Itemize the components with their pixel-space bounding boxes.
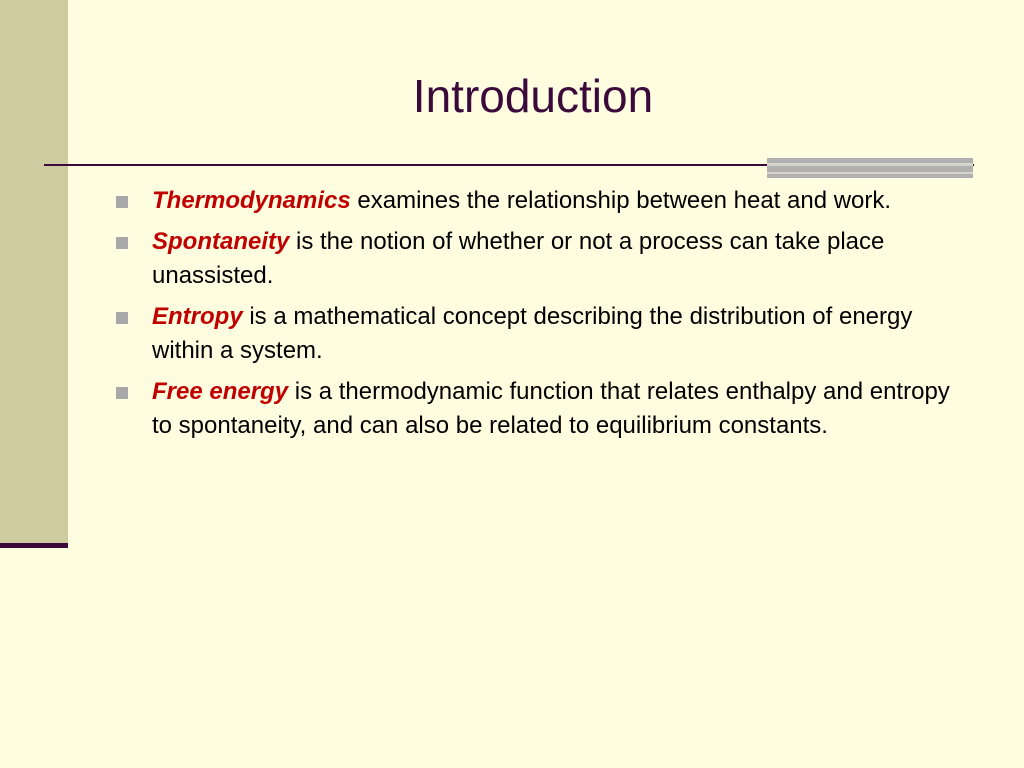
- bullet-text: examines the relationship between heat and work.: [350, 187, 892, 214]
- bullet-term: Entropy: [152, 303, 243, 330]
- bullet-text: is the notion of whether or not a process can take place unassisted.: [152, 228, 885, 289]
- square-bullet-icon: [116, 237, 128, 249]
- bullet-text: is a thermodynamic function that relates enthalpy and entropy to spontaneity, and can also be related to equilibrium constants.: [152, 378, 950, 439]
- bullet-term: Spontaneity: [152, 228, 290, 255]
- bullet-text: is a mathematical concept describing the distribution of energy within a system.: [152, 303, 913, 364]
- square-bullet-icon: [116, 387, 128, 399]
- left-band-underline: [0, 543, 68, 548]
- bullet-item: [113, 225, 973, 293]
- left-decorative-band: [0, 0, 68, 546]
- square-bullet-icon: [116, 196, 128, 208]
- bullet-list: [113, 184, 973, 450]
- bullet-item: [113, 375, 973, 443]
- bullet-item: [113, 184, 973, 218]
- title-accent-bar: [767, 158, 973, 178]
- bullet-item: [113, 300, 973, 368]
- bullet-term: Thermodynamics: [152, 187, 351, 214]
- square-bullet-icon: [116, 312, 128, 324]
- slide-title: Introduction: [412, 70, 654, 122]
- bullet-term: Free energy: [152, 378, 289, 405]
